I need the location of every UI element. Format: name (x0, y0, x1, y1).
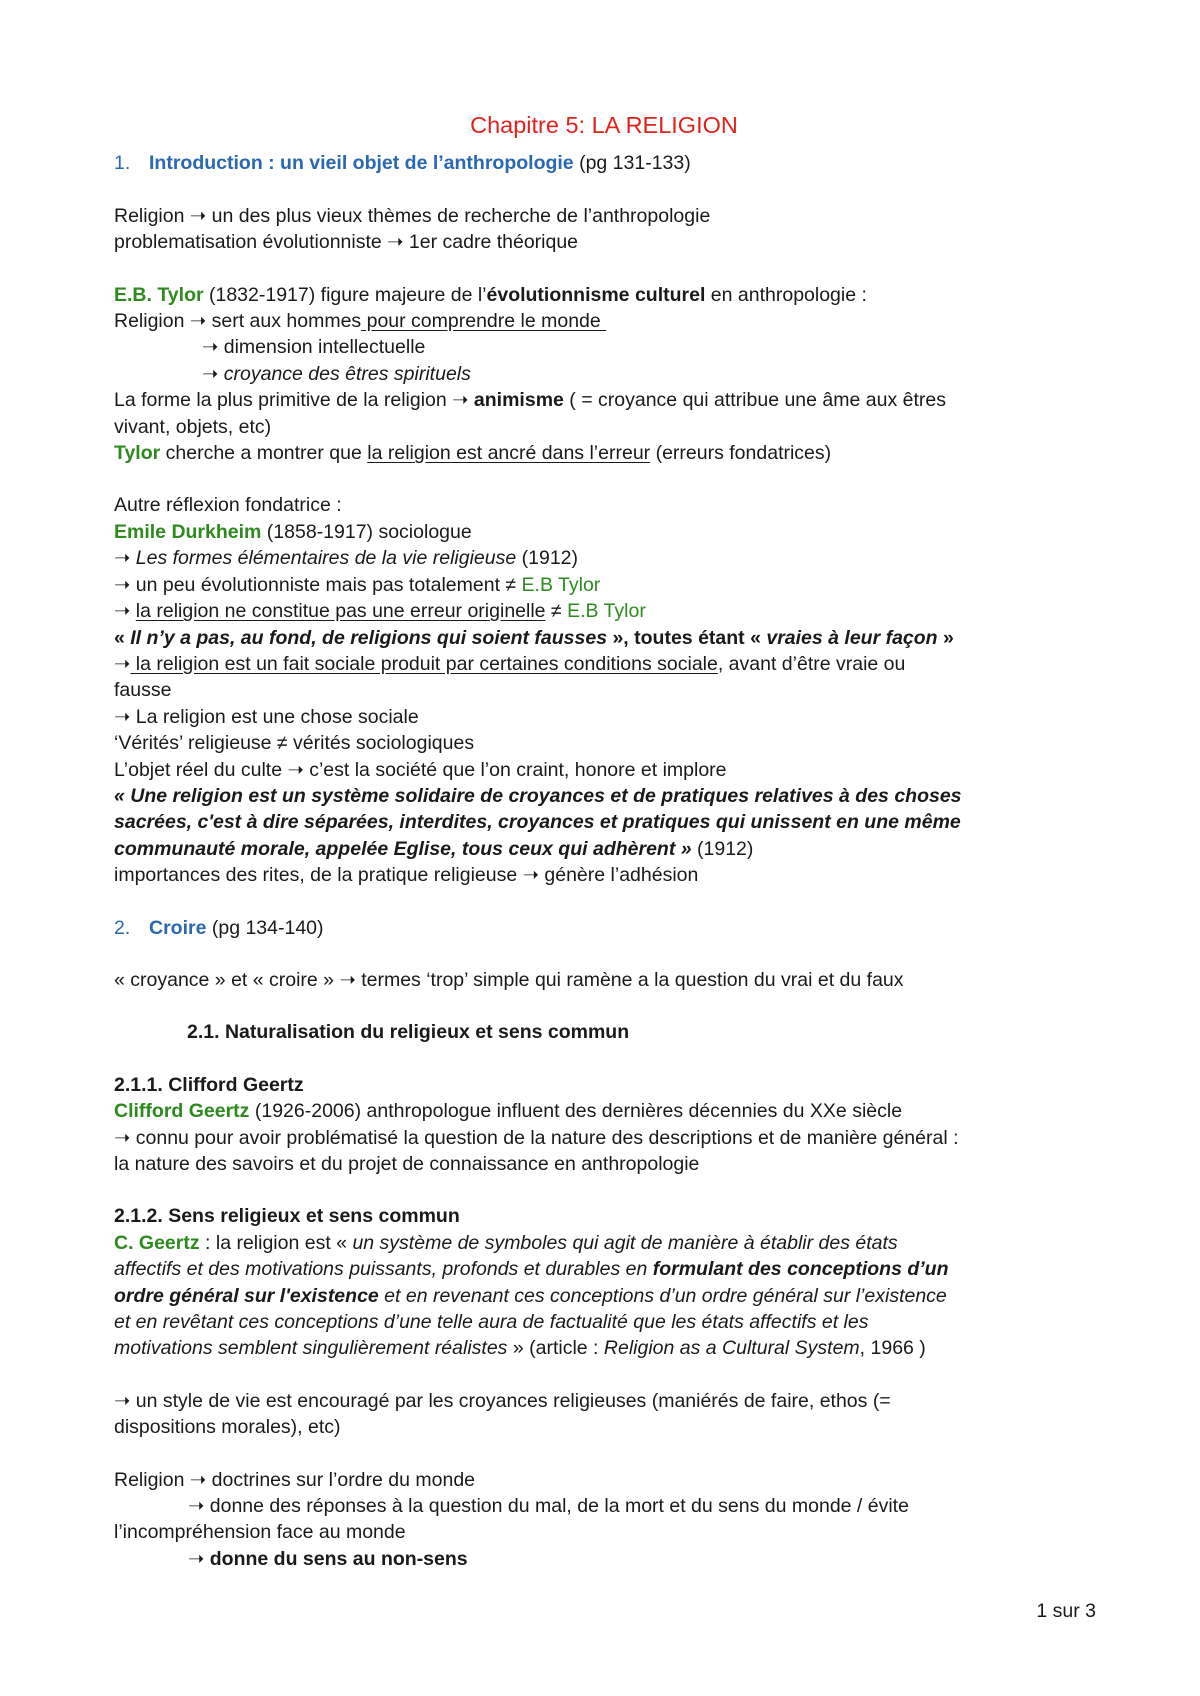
section-2-1-2-heading: 2.1.2. Sens religieux et sens commun (114, 1205, 460, 1228)
section-2-heading: 2. Croire (pg 134-140) (114, 916, 324, 939)
chapter-title: Chapitre 5: LA RELIGION (470, 112, 738, 138)
geertz-line-9: ➝ donne des réponses à la question du mal, de la mort et du sens du monde / évite (188, 1495, 909, 1518)
tylor-line-6: vivant, objets, etc) (114, 415, 272, 438)
durkheim-quote-2-line-2: sacrées, c'est à dire séparées, interdites, croyances et pratiques qui unissent en une même (114, 811, 961, 834)
durkheim-line-6: ➝ La religion est une chose sociale (114, 705, 419, 728)
durkheim-line-4: ➝ la religion est un fait sociale produit par certaines conditions sociale, avant d’être vraie ou (114, 652, 906, 675)
durkheim-line-3: ➝ la religion ne constitue pas une erreur originelle ≠ E.B Tylor (114, 600, 646, 623)
geertz-line-3: la nature des savoirs et du projet de connaissance en anthropologie (114, 1153, 700, 1175)
durkheim-name-line: Emile Durkheim (1858-1917) sociologue (114, 520, 472, 543)
tylor-line-3: ➝ dimension intellectuelle (202, 336, 426, 359)
page-content (114, 112, 1104, 1572)
tylor-line-5: La forme la plus primitive de la religion ➝ animisme ( = croyance qui attribue une âme aux êtres (114, 389, 946, 412)
tylor-line-2: Religion ➝ sert aux hommes pour comprendre le monde (114, 310, 607, 333)
durkheim-quote-2-line-1: « Une religion est un système solidaire de croyances et de pratiques relatives à des choses (114, 784, 962, 807)
durkheim-line-8: L’objet réel du culte ➝ c’est la société que l’on craint, honore et implore (114, 758, 727, 781)
durkheim-line-5: fausse (114, 679, 172, 702)
text-line: « croyance » et « croire » ➝ termes ‘trop’ simple qui ramène a la question du vrai et du faux (114, 968, 904, 991)
geertz-line-1: Clifford Geertz (1926-2006) anthropologue influent des dernières décennies du XXe siècle (114, 1100, 903, 1123)
durkheim-quote-2-line-3: communauté morale, appelée Eglise, tous ceux qui adhèrent » (1912) (114, 837, 754, 860)
geertz-quote-line-2: affectifs et des motivations puissants, profonds et durables en formulant des conceptions d’un (114, 1258, 949, 1281)
durkheim-line-9: importances des rites, de la pratique religieuse ➝ génère l’adhésion (114, 864, 699, 887)
section-2-1-heading: 2.1. Naturalisation du religieux et sens commun (187, 1021, 630, 1044)
section-1-heading: 1. Introduction : un vieil objet de l’anthropologie (pg 131-133) (114, 152, 691, 175)
geertz-line-6: ➝ un style de vie est encouragé par les croyances religieuses (maniérés de faire, ethos (= (114, 1389, 891, 1412)
geertz-quote-line-4: et en revêtant ces conceptions d’une telle aura de factualité que les états affectifs et les (114, 1311, 869, 1334)
geertz-quote-line-1: C. Geertz : la religion est « un système de symboles qui agit de manière à établir des états (114, 1231, 898, 1254)
geertz-line-10: l’incompréhension face au monde (114, 1521, 406, 1544)
durkheim-line-2: ➝ un peu évolutionniste mais pas totalement ≠ E.B Tylor (114, 573, 601, 596)
text-line: Religion ➝ un des plus vieux thèmes de recherche de l’anthropologie (114, 204, 711, 227)
geertz-line-11: ➝ donne du sens au non-sens (188, 1547, 468, 1570)
page-number: 1 sur 3 (1036, 1600, 1096, 1622)
tylor-line-7: Tylor cherche a montrer que la religion est ancré dans l’erreur (erreurs fondatrices) (114, 442, 832, 465)
durkheim-line-7: ‘Vérités’ religieuse ≠ vérités sociologiques (114, 732, 475, 755)
durkheim-line-1: ➝ Les formes élémentaires de la vie religieuse (1912) (114, 547, 579, 570)
geertz-quote-line-5: motivations semblent singulièrement réalistes » (article : Religion as a Cultural System, 1966 ) (114, 1337, 926, 1360)
geertz-line-8: Religion ➝ doctrines sur l’ordre du monde (114, 1468, 476, 1491)
geertz-line-2: ➝ connu pour avoir problématisé la question de la nature des descriptions et de manière général : (114, 1126, 959, 1149)
geertz-quote-line-3: ordre général sur l'existence et en revenant ces conceptions d’un ordre général sur l’existence (114, 1284, 947, 1307)
tylor-line-4: ➝ croyance des êtres spirituels (202, 362, 471, 385)
durkheim-intro: Autre réflexion fondatrice : (114, 494, 342, 517)
durkheim-quote-1: « Il n’y a pas, au fond, de religions qui soient fausses », toutes étant « vraies à leur façon » (114, 626, 954, 649)
geertz-line-7: dispositions morales), etc) (114, 1416, 341, 1439)
tylor-line-1: E.B. Tylor (1832-1917) figure majeure de l’évolutionnisme culturel en anthropologie : (114, 283, 867, 306)
text-line: problematisation évolutionniste ➝ 1er cadre théorique (114, 231, 579, 254)
section-2-1-1-heading: 2.1.1. Clifford Geertz (114, 1073, 304, 1096)
